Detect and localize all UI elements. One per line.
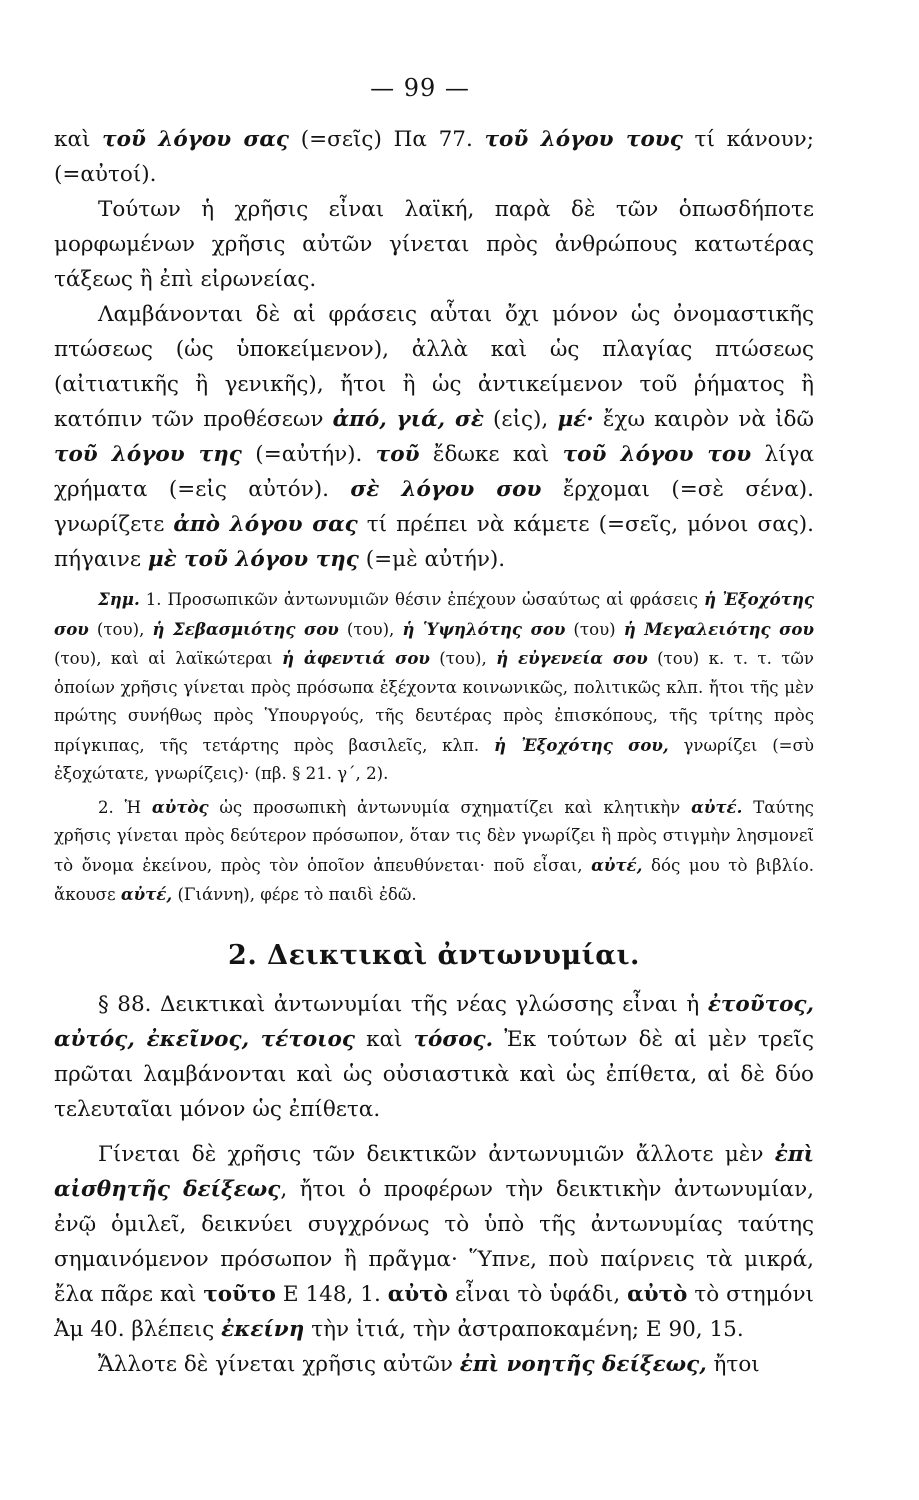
text: § 88. Δεικτικαὶ ἀντωνυμίαι τῆς νέας γλώσσης εἶναι ἡ (98, 991, 708, 1017)
emphasis: τόσος. (413, 1026, 494, 1052)
emphasis: ἐπὶ νοητῆς δείξεως, (459, 1351, 707, 1377)
emphasis: ἐκείνη (221, 1316, 305, 1342)
text: (του), καὶ αἱ λαϊκώτεραι (54, 649, 283, 668)
text: (=μὲ αὐτήν). (358, 547, 506, 572)
text: (=αὐτήν). (241, 442, 376, 467)
emphasis: σὲ λόγου σου (350, 477, 542, 502)
text: (του), (429, 649, 497, 668)
text: τί κάνουν; (=αὐτοί). (54, 127, 814, 187)
text: εἶναι τὸ ὑφάδι, (448, 1281, 628, 1307)
text: τὴν ἰτιά, τὴν ἀστραποκαμένη; Ε 90, 15. (304, 1316, 744, 1342)
emphasis: ἀπὸ λόγου σας (173, 512, 358, 537)
text: (Γιάννη), φέρε τὸ παιδὶ ἐδῶ. (172, 885, 417, 904)
text: Γίνεται δὲ χρῆσις τῶν δεικτικῶν ἀντωνυμιῶν ἄλλοτε μὲν (98, 1141, 775, 1167)
paragraph-4 (54, 987, 814, 1127)
text: ἔχω καιρὸν νὰ ἰδῶ (593, 407, 814, 432)
text: ἔρχομαι (=σὲ σένα). γνωρίζετε (54, 477, 814, 537)
section-heading: 2. Δεικτικαὶ ἀντωνυμίαι. (228, 939, 640, 971)
emphasis: Σημ. (98, 589, 140, 609)
emphasis: ἡ ἀφεντιά σου (282, 648, 430, 668)
text: Ἄλλοτε δὲ γίνεται χρῆσις αὐτῶν (98, 1351, 460, 1377)
paragraph-3 (54, 297, 814, 577)
text: (του), (88, 619, 153, 639)
bold-text: τοῦτο (203, 1281, 276, 1307)
bold-text: αὐτὸ (627, 1281, 688, 1307)
emphasis: αὐτέ. (691, 796, 743, 817)
note-2 (54, 793, 814, 910)
emphasis: ἡ Ἐξοχότης σου, (494, 734, 669, 755)
bold-text: αὐτὸ (387, 1281, 449, 1307)
text: ἤτοι (706, 1351, 760, 1377)
emphasis: ἡ Μεγαλειότης σου (623, 618, 814, 639)
text: (εἰς), (483, 407, 558, 432)
page-number: — 99 — (370, 74, 470, 102)
text: ὡς προσωπικὴ ἀντωνυμία σχηματίζει καὶ κλητικὴν (208, 797, 692, 817)
text: Λαμβάνονται δὲ αἱ φράσεις αὗται ὄχι μόνον ὡς ὀνομαστικῆς πτώσεως (ὡς ὑποκείμενον), ἀλλὰ καὶ ὡς πλαγίας πτώσεως (αἰτιατικῆς ἢ γενικῆς), ἤτοι ἢ ὡς ἀντικείμενον τοῦ ῥήματος ἢ κατόπιν τῶν προθέσεων (54, 302, 814, 432)
emphasis: αὐτέ, (120, 884, 173, 904)
emphasis: ἡ Ὑψηλότης σου (402, 618, 566, 639)
emphasis: τοῦ (375, 442, 420, 467)
text: καὶ (54, 127, 103, 152)
paragraph-2: Τούτων ἡ χρῆσις εἶναι λαϊκή, παρὰ δὲ τῶν ὁπωσδήποτε μορφωμένων χρῆσις αὐτῶν γίνεται πρὸς ἀνθρώπους κατωτέρας τάξεως ἢ ἐπὶ εἰρωνείας. (54, 197, 814, 292)
text: τὸ στημόνι Ἀμ 40. βλέπεις (54, 1281, 814, 1342)
emphasis: μέ· (557, 407, 594, 432)
text: ἔδωκε καὶ (419, 442, 563, 467)
text: δός μου τὸ βιβλίο. ἄκουσε (54, 855, 814, 904)
emphasis: ἐτοῦτος, αὐτός, ἐκεῖνος, τέτοιος (54, 991, 814, 1052)
text: καὶ (355, 1026, 414, 1052)
text: Ε 148, 1. (275, 1281, 388, 1307)
emphasis: ἡ εὐγενεία σου (496, 648, 648, 668)
text: , ἤτοι ὁ προφέρων τὴν δεικτικὴν ἀντωνυμίαν, ἐνῷ ὁμιλεῖ, δεικνύει συγχρόνως τὸ ὑπὸ τῆς ἀντωνυμίας ταύτης σημαινόμενον πρόσωπον ἢ πρᾶγμα· Ὕπνε, ποὺ παίρνεις τὰ μικρά, ἔλα πᾶρε καὶ (54, 1176, 814, 1307)
emphasis: τοῦ λόγου της (54, 442, 242, 467)
text: 2. Ἡ (98, 797, 152, 817)
text: τί πρέπει νὰ κάμετε (=σεῖς, μόνοι σας). πήγαινε (54, 512, 814, 572)
emphasis: μὲ τοῦ λόγου της (147, 547, 359, 572)
emphasis: ἀπό, γιά, σὲ (332, 407, 484, 432)
paragraph-6 (54, 1347, 814, 1382)
emphasis: αὐτὸς (151, 796, 209, 817)
note-1 (54, 585, 814, 789)
text: (=σεῖς) Πα 77. (289, 127, 485, 152)
emphasis: ἡ Σεβασμιότης σου (152, 618, 339, 639)
emphasis: τοῦ λόγου σας (102, 127, 290, 152)
text: λίγα χρήματα (=εἰς αὐτόν). (54, 442, 814, 502)
text: (του) κ. τ. τ. τῶν ὁποίων χρῆσις γίνεται πρὸς πρόσωπα ἐξέχοντα κοινωνικῶς, πολιτικῶς κλπ. ἤτοι τῆς μὲν πρώτης συνήθως πρὸς Ὑπουργούς, τῆς δευτέρας πρὸς ἐπισκόπους, τῆς τρίτης πρὸς πρίγκιπας, τῆς τετάρτης πρὸς βασιλεῖς, κλπ. (54, 649, 815, 755)
paragraph-5 (54, 1137, 814, 1347)
text: 1. Προσωπικῶν ἀντωνυμιῶν θέσιν ἐπέχουν ὡσαύτως αἱ φράσεις (139, 590, 705, 609)
text: Ἐκ τούτων δὲ αἱ μὲν τρεῖς πρῶται λαμβάνονται καὶ ὡς οὐσιαστικὰ καὶ ὡς ἐπίθετα, αἱ δὲ δύο τελευταῖαι μόνον ὡς ἐπίθετα. (54, 1026, 814, 1122)
page-body (54, 122, 814, 1382)
text: (του), (338, 619, 403, 639)
emphasis: αὐτέ, (591, 854, 643, 875)
paragraph-1 (54, 122, 814, 192)
emphasis: ἡ Ἐξοχότης σου (54, 589, 814, 639)
text: (του) (565, 619, 624, 639)
text: Ταύτης χρῆσις γίνεται πρὸς δεύτερον πρόσωπον, ὅταν τις δὲν γνωρίζει ἢ πρὸς στιγμὴν λησμονεῖ τὸ ὄνομα ἐκείνου, πρὸς τὸν ὁποῖον ἀπευθύνεται· ποῦ εἶσαι, (54, 797, 814, 875)
emphasis: τοῦ λόγου τους (484, 127, 683, 152)
emphasis: ἐπὶ αἰσθητῆς δείξεως (54, 1141, 814, 1202)
text: γνωρίζει (=σὺ ἐξοχώτατε, γνωρίζεις)· (πβ. § 21. γ΄, 2). (54, 735, 814, 783)
emphasis: τοῦ λόγου του (562, 442, 752, 467)
